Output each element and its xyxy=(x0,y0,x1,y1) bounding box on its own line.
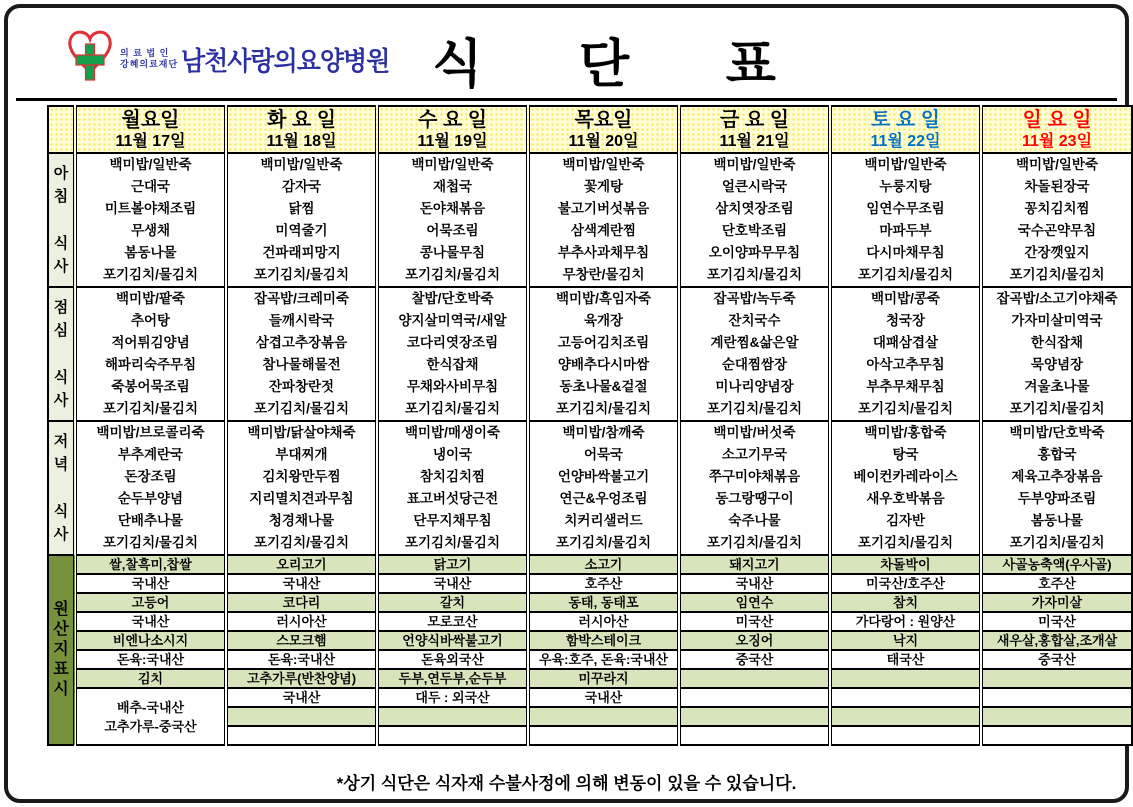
menu-item: 백미밥/단호박죽 xyxy=(1009,425,1105,440)
hospital-name: 남천사랑의요양병원 xyxy=(181,45,390,76)
meal-label-gap xyxy=(49,208,73,232)
menu-item: 백미밥/닭살야채죽 xyxy=(247,425,356,440)
origin-cell-value: 러시아산 xyxy=(226,612,377,631)
origin-cell-item: 참치 xyxy=(830,593,981,612)
menu-item: 어묵국 xyxy=(583,447,624,462)
menu-item: 양배추다시마쌈 xyxy=(557,357,650,372)
day-header xyxy=(377,106,528,153)
menu-item: 참나물해물전 xyxy=(262,357,341,372)
day-date: 11월 19일 xyxy=(417,132,488,150)
menu-item: 무창란/물김치 xyxy=(562,267,645,282)
meal-row xyxy=(48,421,1132,555)
menu-item: 탕국 xyxy=(892,447,919,462)
menu-item: 한식잡채 xyxy=(1030,335,1084,350)
menu-item: 무생채 xyxy=(130,223,171,238)
menu-item: 잔파창란젓 xyxy=(268,379,335,394)
menu-item: 잡곡밥/소고기야채죽 xyxy=(996,291,1118,306)
menu-item: 포기김치/물김치 xyxy=(857,535,954,550)
title-divider xyxy=(16,98,1117,101)
menu-item: 단호박조림 xyxy=(721,223,788,238)
menu-item: 돈야채볶음 xyxy=(419,201,486,216)
meal-section-label xyxy=(48,421,75,555)
day-date: 11월 18일 xyxy=(266,132,337,150)
origin-cell-value: 국내산 xyxy=(75,574,226,593)
origin-cell-item: 갈치 xyxy=(377,593,528,612)
origin-cell-value xyxy=(981,726,1132,745)
meal-row xyxy=(48,153,1132,287)
menu-item: 계란찜&삶은알 xyxy=(710,335,799,350)
origin-cell-item xyxy=(679,669,830,688)
day-name: 화 요 일 xyxy=(266,108,337,131)
menu-item: 백미밥/팥죽 xyxy=(116,291,185,306)
menu-item: 백미밥/참깨죽 xyxy=(562,425,645,440)
menu-item: 불고기버섯볶음 xyxy=(557,201,650,216)
menu-item: 포기김치/물김치 xyxy=(404,401,501,416)
menu-item: 백미밥/콩죽 xyxy=(871,291,940,306)
menu-item: 삼색계란찜 xyxy=(570,223,637,238)
origin-cell-value: 중국산 xyxy=(981,650,1132,669)
menu-item: 소고기무국 xyxy=(721,447,788,462)
menu-item: 꽁치김치찜 xyxy=(1024,201,1090,216)
menu-item: 포기김치/물김치 xyxy=(1009,267,1105,282)
origin-label-char: 지 xyxy=(53,641,69,658)
menu-item: 청경채나물 xyxy=(268,513,335,528)
menu-item: 봄동나물 xyxy=(124,245,177,260)
menu-item: 무채와사비무침 xyxy=(406,379,499,394)
menu-item: 백미밥/일반죽 xyxy=(1016,157,1098,172)
meal-label-char: 사 xyxy=(53,258,69,275)
menu-item: 미나리양념장 xyxy=(715,379,794,394)
origin-cell-item: 차돌박이 xyxy=(830,555,981,574)
menu-item: 표고버섯당근전 xyxy=(406,491,499,506)
origin-cell-item: 비엔나소시지 xyxy=(75,631,226,650)
menu-item: 대패삼겹살 xyxy=(872,335,939,350)
menu-item: 묵양념장 xyxy=(1030,357,1084,372)
origin-cell-value: 호주산 xyxy=(528,574,679,593)
menu-item: 콩나물무침 xyxy=(419,245,486,260)
menu-item: 얼큰시락국 xyxy=(721,179,788,194)
menu-item: 포기김치/물김치 xyxy=(555,401,652,416)
meal-menu-cell xyxy=(377,421,528,555)
meal-menu-cell xyxy=(981,421,1132,555)
origin-row xyxy=(48,612,1132,631)
origin-cell-item: 김치 xyxy=(75,669,226,688)
menu-item: 백미밥/일반죽 xyxy=(713,157,796,172)
origin-section-label xyxy=(48,555,75,745)
origin-row xyxy=(48,574,1132,593)
menu-item: 부추무채무침 xyxy=(866,379,945,394)
menu-item: 한식잡채 xyxy=(426,357,479,372)
day-header xyxy=(75,106,226,153)
menu-item: 제육고추장볶음 xyxy=(1011,469,1103,484)
origin-cell-value xyxy=(981,688,1132,707)
menu-item: 죽봉어묵조림 xyxy=(111,379,190,394)
origin-cell-value: 국내산 xyxy=(377,574,528,593)
menu-item: 베이컨카레라이스 xyxy=(853,469,958,484)
menu-item: 코다리엿장조림 xyxy=(406,335,499,350)
menu-item: 언양바싹불고기 xyxy=(557,469,650,484)
origin-merged-cell xyxy=(75,688,226,745)
menu-item: 포기김치/물김치 xyxy=(706,401,803,416)
meal-label-char: 심 xyxy=(53,322,69,339)
origin-cell-item: 오리고기 xyxy=(226,555,377,574)
origin-cell-item: 언양식바싹불고기 xyxy=(377,631,528,650)
origin-cell-item: 두부,연두부,순두부 xyxy=(377,669,528,688)
menu-item: 포기김치/물김치 xyxy=(404,535,501,550)
menu-item: 단무지채무침 xyxy=(413,513,492,528)
menu-item: 부대찌개 xyxy=(275,447,328,462)
menu-item: 포기김치/물김치 xyxy=(253,401,350,416)
day-date: 11월 21일 xyxy=(719,132,790,150)
meal-label-char: 사 xyxy=(53,392,69,409)
meal-label-char: 사 xyxy=(53,526,69,543)
origin-cell-value: 국내산 xyxy=(528,688,679,707)
origin-label-char: 산 xyxy=(53,621,69,638)
meal-menu-cell xyxy=(75,421,226,555)
menu-item: 양지살미역국/새알 xyxy=(398,313,507,328)
meal-menu-cell xyxy=(377,287,528,421)
origin-cell-value xyxy=(679,726,830,745)
day-date: 11월 20일 xyxy=(568,132,639,150)
origin-cell-value xyxy=(830,688,981,707)
origin-cell-item: 고추가루(반찬양념) xyxy=(226,669,377,688)
meal-menu-cell xyxy=(679,421,830,555)
meal-row xyxy=(48,287,1132,421)
meal-menu-cell xyxy=(377,153,528,287)
origin-cell-value: 호주산 xyxy=(981,574,1132,593)
origin-cell-value xyxy=(679,688,830,707)
meal-menu-cell xyxy=(830,287,981,421)
origin-cell-item xyxy=(528,707,679,726)
meal-menu-cell xyxy=(830,153,981,287)
menu-item: 백미밥/일반죽 xyxy=(260,157,343,172)
origin-cell-value: 미국산/호주산 xyxy=(830,574,981,593)
menu-item: 청국장 xyxy=(885,313,926,328)
menu-item: 포기김치/물김치 xyxy=(253,535,350,550)
menu-item: 해파리숙주무침 xyxy=(104,357,197,372)
menu-item: 쭈구미야채볶음 xyxy=(708,469,801,484)
menu-item: 참치김치찜 xyxy=(419,469,486,484)
menu-item: 국수곤약무침 xyxy=(1017,223,1097,238)
meal-menu-cell xyxy=(981,153,1132,287)
origin-cell-value: 국내산 xyxy=(226,688,377,707)
meal-menu-cell xyxy=(679,287,830,421)
origin-row xyxy=(48,669,1132,688)
menu-item: 건파래피망지 xyxy=(262,245,341,260)
origin-cell-item xyxy=(830,669,981,688)
menu-item: 순두부양념 xyxy=(117,491,184,506)
menu-item: 삼치엿장조림 xyxy=(715,201,794,216)
menu-item: 백미밥/매생이죽 xyxy=(404,425,501,440)
menu-item: 오이양파무무침 xyxy=(708,245,801,260)
menu-item: 부추사과채무침 xyxy=(557,245,650,260)
day-name: 월요일 xyxy=(121,108,180,131)
menu-item: 포기김치/물김치 xyxy=(404,267,501,282)
menu-item: 연근&우엉조림 xyxy=(559,491,648,506)
menu-item: 지리멸치견과무침 xyxy=(249,491,354,506)
page-frame xyxy=(4,4,1129,803)
menu-item: 잡곡밥/크레미죽 xyxy=(253,291,350,306)
origin-cell-item: 사골농축액(우사골) xyxy=(981,555,1132,574)
meal-menu-cell xyxy=(528,421,679,555)
origin-cell-item: 돼지고기 xyxy=(679,555,830,574)
origin-cell-value: 중국산 xyxy=(679,650,830,669)
origin-cell-item: 오징어 xyxy=(679,631,830,650)
day-header xyxy=(528,106,679,153)
day-date: 11월 17일 xyxy=(115,132,186,150)
day-date: 11월 22일 xyxy=(870,132,941,150)
origin-cell-item xyxy=(377,707,528,726)
menu-item: 봄동나물 xyxy=(1030,513,1084,528)
menu-item: 미역줄기 xyxy=(275,223,328,238)
origin-cell-item: 함박스테이크 xyxy=(528,631,679,650)
menu-item: 마파두부 xyxy=(879,223,932,238)
origin-cell-item xyxy=(981,669,1132,688)
menu-table xyxy=(47,105,1133,746)
day-name: 수 요 일 xyxy=(417,108,488,131)
meal-label-char: 점 xyxy=(53,299,69,316)
menu-item: 단배추나물 xyxy=(117,513,184,528)
meal-section-label xyxy=(48,153,75,287)
meal-menu-cell xyxy=(981,287,1132,421)
origin-cell-item: 고등어 xyxy=(75,593,226,612)
origin-cell-item: 스모크햄 xyxy=(226,631,377,650)
meal-label-char: 녁 xyxy=(53,456,69,473)
menu-item: 잡곡밥/녹두죽 xyxy=(713,291,796,306)
menu-item: 적어튀김양념 xyxy=(111,335,190,350)
menu-item: 꽃게탕 xyxy=(583,179,624,194)
origin-merged-line: 고추가루-중국산 xyxy=(104,718,197,734)
meal-label-gap xyxy=(49,476,73,500)
table-corner-cell xyxy=(48,106,75,153)
menu-item: 백미밥/일반죽 xyxy=(562,157,645,172)
org-line1: 의 료 법 인 xyxy=(120,48,170,58)
origin-cell-value xyxy=(528,726,679,745)
origin-cell-item: 소고기 xyxy=(528,555,679,574)
origin-cell-item: 낙지 xyxy=(830,631,981,650)
menu-item: 백미밥/버섯죽 xyxy=(713,425,796,440)
menu-item: 육개장 xyxy=(583,313,624,328)
origin-cell-value: 미국산 xyxy=(981,612,1132,631)
meal-menu-cell xyxy=(75,153,226,287)
origin-cell-value: 태국산 xyxy=(830,650,981,669)
origin-row xyxy=(48,631,1132,650)
origin-cell-value xyxy=(377,726,528,745)
origin-cell-value: 가다랑어 : 원양산 xyxy=(830,612,981,631)
menu-item: 간장깻잎지 xyxy=(1024,245,1090,260)
menu-item: 포기김치/물김치 xyxy=(706,267,803,282)
hospital-logo-icon xyxy=(64,28,116,91)
origin-cell-value: 우육:호주, 돈육:국내산 xyxy=(528,650,679,669)
day-header xyxy=(830,106,981,153)
menu-item: 숙주나물 xyxy=(728,513,781,528)
menu-item: 누룽지탕 xyxy=(879,179,932,194)
menu-item: 김자반 xyxy=(885,513,926,528)
day-name: 일 요 일 xyxy=(1022,108,1092,131)
menu-item: 포기김치/물김치 xyxy=(555,535,652,550)
meal-menu-cell xyxy=(830,421,981,555)
menu-item: 고등어김치조림 xyxy=(557,335,650,350)
origin-cell-value: 러시아산 xyxy=(528,612,679,631)
menu-item: 감자국 xyxy=(281,179,322,194)
meal-label-char: 식 xyxy=(53,235,69,252)
org-line2: 강혜의료재단 xyxy=(120,59,179,69)
origin-cell-value xyxy=(830,726,981,745)
menu-item: 백미밥/브로콜리죽 xyxy=(96,425,205,440)
menu-item: 새우호박볶음 xyxy=(866,491,945,506)
day-date: 11월 23일 xyxy=(1021,132,1093,150)
origin-cell-item: 닭고기 xyxy=(377,555,528,574)
menu-item: 어묵조림 xyxy=(426,223,479,238)
day-header xyxy=(981,106,1132,153)
origin-cell-item: 새우살,홍합살,조개살 xyxy=(981,631,1132,650)
page-title: 식 단 표 xyxy=(432,35,776,94)
origin-cell-value: 돈육외국산 xyxy=(377,650,528,669)
menu-item: 미트볼야채조림 xyxy=(104,201,197,216)
origin-cell-item: 미꾸라지 xyxy=(528,669,679,688)
day-header xyxy=(226,106,377,153)
menu-item: 포기김치/물김치 xyxy=(253,267,350,282)
header xyxy=(64,22,776,96)
day-name: 토 요 일 xyxy=(870,108,941,131)
origin-cell-item: 쌀,찰흑미,찹쌀 xyxy=(75,555,226,574)
menu-item: 잔치국수 xyxy=(728,313,781,328)
menu-item: 백미밥/홍합죽 xyxy=(864,425,947,440)
origin-cell-value: 미국산 xyxy=(679,612,830,631)
origin-cell-item: 가자미살 xyxy=(981,593,1132,612)
meal-label-char: 식 xyxy=(53,503,69,520)
meal-menu-cell xyxy=(226,153,377,287)
menu-item: 포기김치/물김치 xyxy=(102,267,199,282)
menu-item: 동그랑땡구이 xyxy=(715,491,794,506)
origin-cell-item xyxy=(830,707,981,726)
menu-item: 가자미살미역국 xyxy=(1011,313,1103,328)
menu-item: 포기김치/물김치 xyxy=(857,401,954,416)
menu-item: 치커리샐러드 xyxy=(564,513,643,528)
menu-item: 겨울초나물 xyxy=(1024,379,1090,394)
meal-menu-cell xyxy=(528,153,679,287)
menu-item: 백미밥/일반죽 xyxy=(411,157,494,172)
origin-cell-value: 국내산 xyxy=(75,612,226,631)
origin-label-char: 원 xyxy=(53,601,69,618)
menu-item: 추어탕 xyxy=(130,313,171,328)
origin-row xyxy=(48,688,1132,707)
menu-item: 부추계란국 xyxy=(117,447,184,462)
menu-item: 임연수무조림 xyxy=(866,201,945,216)
menu-item: 홍합국 xyxy=(1037,447,1077,462)
menu-item: 백미밥/일반죽 xyxy=(109,157,192,172)
origin-cell-item xyxy=(226,707,377,726)
day-name: 목요일 xyxy=(574,108,633,131)
menu-item: 백미밥/일반죽 xyxy=(864,157,947,172)
origin-row xyxy=(48,555,1132,574)
menu-item: 돈장조림 xyxy=(124,469,177,484)
footer-note: *상기 식단은 식자재 수불사정에 의해 변동이 있을 수 있습니다. xyxy=(336,774,797,793)
origin-cell-value: 국내산 xyxy=(226,574,377,593)
meal-label-char: 아 xyxy=(53,165,69,182)
day-name: 금 요 일 xyxy=(719,108,790,131)
menu-item: 찰밥/단호박죽 xyxy=(411,291,494,306)
meal-label-char: 식 xyxy=(53,369,69,386)
org-name xyxy=(120,48,178,70)
header-row xyxy=(48,106,1132,153)
meal-section-label xyxy=(48,287,75,421)
menu-item: 재첩국 xyxy=(432,179,473,194)
menu-item: 백미밥/흑임자죽 xyxy=(555,291,652,306)
origin-cell-value: 대두 : 외국산 xyxy=(377,688,528,707)
origin-cell-value xyxy=(226,726,377,745)
menu-item: 들깨시락국 xyxy=(268,313,335,328)
menu-item: 근대국 xyxy=(130,179,171,194)
menu-item: 포기김치/물김치 xyxy=(102,401,199,416)
origin-cell-item: 코다리 xyxy=(226,593,377,612)
meal-menu-cell xyxy=(528,287,679,421)
meal-menu-cell xyxy=(75,287,226,421)
menu-item: 다시마채무침 xyxy=(866,245,945,260)
menu-item: 삼겹고추장볶음 xyxy=(255,335,348,350)
origin-cell-item: 동태, 동태포 xyxy=(528,593,679,612)
menu-item: 동초나물&겉절 xyxy=(559,379,648,394)
menu-item: 아삭고추무침 xyxy=(866,357,945,372)
meal-menu-cell xyxy=(679,153,830,287)
origin-cell-value: 돈육:국내산 xyxy=(75,650,226,669)
menu-item: 닭찜 xyxy=(288,201,315,216)
origin-cell-value: 모로코산 xyxy=(377,612,528,631)
menu-item: 포기김치/물김치 xyxy=(1009,401,1105,416)
origin-row xyxy=(48,593,1132,612)
meal-menu-cell xyxy=(226,287,377,421)
menu-item: 포기김치/물김치 xyxy=(102,535,199,550)
origin-label-char: 표 xyxy=(53,661,69,678)
meal-label-gap xyxy=(49,342,73,366)
menu-item: 김치왕만두찜 xyxy=(262,469,341,484)
day-header xyxy=(679,106,830,153)
meal-label-char: 침 xyxy=(53,188,69,205)
origin-cell-value: 국내산 xyxy=(679,574,830,593)
menu-item: 포기김치/물김치 xyxy=(1009,535,1105,550)
origin-merged-line: 배추-국내산 xyxy=(116,699,185,715)
origin-cell-item xyxy=(679,707,830,726)
origin-cell-value: 돈육:국내산 xyxy=(226,650,377,669)
menu-item: 두부양파조림 xyxy=(1017,491,1097,506)
origin-label-char: 시 xyxy=(53,681,69,698)
meal-menu-cell xyxy=(226,421,377,555)
origin-row xyxy=(48,650,1132,669)
menu-item: 포기김치/물김치 xyxy=(857,267,954,282)
menu-item: 냉이국 xyxy=(432,447,473,462)
meal-label-char: 저 xyxy=(53,433,69,450)
menu-item: 포기김치/물김치 xyxy=(706,535,803,550)
menu-item: 순대찜쌈장 xyxy=(721,357,788,372)
origin-cell-item: 임연수 xyxy=(679,593,830,612)
origin-cell-item xyxy=(981,707,1132,726)
menu-item: 차돌된장국 xyxy=(1024,179,1090,194)
